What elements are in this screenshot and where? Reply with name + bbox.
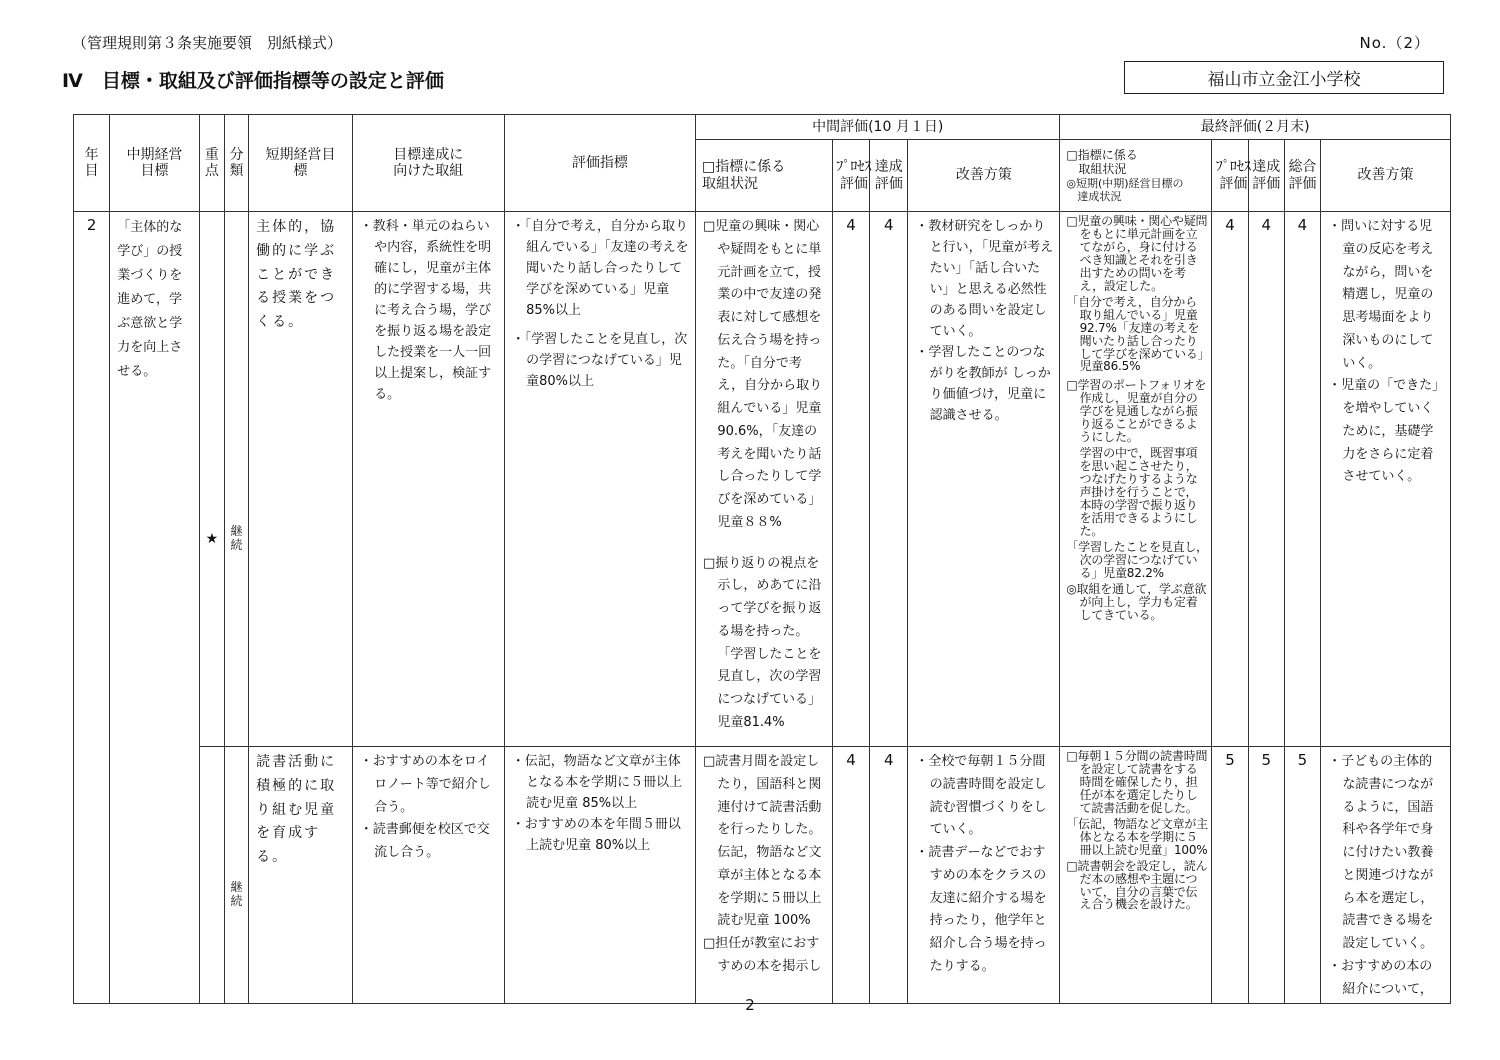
header-row-1 — [74, 115, 1451, 140]
actions-cell: ・教科・単元のねらいや内容，系統性を明確にし，児童が主体的に学習する場，共に考え合う場，学びを振り返る場を設定した授業を一人一回以上提案し，検証する。 — [352, 212, 504, 747]
category-cell: 継続 — [224, 747, 248, 1004]
mid-status-cell: □児童の興味・関心や疑問をもとに単元計画を立て，授業の中で友達の発表に対して感想を伝え合う場を持った。「自分で考え，自分から取り組んでいる」児童90.6%，「友達の考えを聞いたり話し合ったりして学びを深めている」児童８８% □振り返りの視点を示し，めあてに沿って学びを振り返る場を持った。「学習したことを見直し，次の学習につなげている」児童81.4% — [696, 212, 833, 747]
short-goal-cell: 読書活動に積極的に取り組む児童を育成する。 — [249, 747, 353, 1004]
col-mid-process: ﾌﾟﾛｾｽ評価 — [832, 140, 869, 212]
final-process-cell: 4 — [1212, 212, 1248, 747]
col-final-overall: 総合評価 — [1284, 140, 1320, 212]
col-mid-status: □指標に係る 取組状況 — [696, 140, 833, 212]
col-final-status: □指標に係る 取組状況 ◎短期(中期)経営目標の 達成状況 — [1060, 140, 1212, 212]
year-cell: 2 — [74, 212, 110, 1004]
mid-improve-cell: ・教材研究をしっかりと行い，「児童が考えたい」「話し合いたい」と思える必然性のある問いを設定していく。 ・学習したことのつながりを教師が しっかり価値づけ，児童に認識させる。 — [908, 212, 1060, 747]
final-overall-cell: 5 — [1284, 747, 1320, 1004]
mid-improve-cell: ・全校で毎朝１５分間の読書時間を設定し読む習慣づくりをしていく。 ・読書デーなどでおすすめの本をクラスの友達に紹介する場を持ったり，他学年と紹介し合う場を持ったりする。 — [908, 747, 1060, 1004]
indicator-cell: ・伝記，物語など文章が主体となる本を学期に５冊以上読む児童 85%以上 ・おすすめの本を年間５冊以上読む児童 80%以上 — [504, 747, 695, 1004]
school-name-box — [1124, 61, 1444, 94]
indicator-cell: ・「自分で考え，自分から取り組んでいる」「友達の考えを聞いたり話し合ったりして学びを深めている」児童85%以上 ・「学習したことを見直し，次の学習につなげている」児童80%以上 — [504, 212, 695, 747]
col-final-improve: 改善方策 — [1321, 140, 1451, 212]
final-status-cell: □毎朝１５分間の読書時間を設定して読書をする時間を確保したり，担任が本を選定したりして読書活動を促した。 「伝記，物語など文章が主体となる本を学期に５冊以上読む児童」100% □読書朝会を設定し，読んだ本の感想や主題について，自分の言葉で伝え合う機会を設けた。 — [1060, 747, 1212, 1004]
page-footer-number: 2 — [745, 996, 755, 1014]
evaluation-table — [73, 114, 1451, 1004]
mid-status-cell: □読書月間を設定したり，国語科と関連付けて読書活動を行ったりした。伝記，物語など文章が主体となる本を学期に５冊以上読む児童 100% □担任が教室におすすめの本を掲示し — [696, 747, 833, 1004]
final-eval-group: 最終評価(２月末) — [1060, 115, 1451, 140]
short-goal-cell: 主体的，協働的に学ぶことができる授業をつくる。 — [249, 212, 353, 747]
page-number-label: No.（2） — [1359, 34, 1430, 52]
col-short-goal: 短期経営目標 — [249, 115, 353, 212]
col-final-process: ﾌﾟﾛｾｽ評価 — [1212, 140, 1248, 212]
col-final-achieve: 達成評価 — [1248, 140, 1284, 212]
actions-cell: ・おすすめの本をロイロノート等で紹介し合う。 ・読書郵便を校区で交流し合う。 — [352, 747, 504, 1004]
section-title: Ⅳ 目標・取組及び評価指標等の設定と評価 — [62, 70, 444, 92]
mid-goal-cell: 「主体的な学び」の授業づくりを進めて，学ぶ意欲と学力を向上させる。 — [110, 212, 200, 1004]
school-name: 福山市立金江小学校 — [1207, 70, 1361, 90]
mid-achieve-cell: 4 — [870, 212, 908, 747]
col-mid-improve: 改善方策 — [908, 140, 1060, 212]
mid-process-cell: 4 — [832, 212, 869, 747]
final-status-cell: □児童の興味・関心や疑問をもとに単元計画を立てながら，身に付けるべき知識とそれを引き出すための問いを考え，設定した。 「自分で考え，自分から取り組んでいる」児童92.7%「友達の考えを聞いたり話し合ったりして学びを深めている」児童86.5% □学習のポートフォリオを作成し，児童が自分の学びを見通しながら振り返ることができるようにした。 学習の中で，既習事項を思い起こさせたり，つなげたりするような声掛けを行うことで，本時の学習で振り返りを活用できるようにした。 「学習したことを見直し，次の学習につなげている」児童82.2% ◎取組を通して，学ぶ意欲が向上し，学力も定着してきている。 — [1060, 212, 1212, 747]
mid-achieve-cell: 4 — [870, 747, 908, 1004]
mid-process-cell: 4 — [832, 747, 869, 1004]
final-improve-cell: ・子どもの主体的な読書につながるように，国語科や各学年で身に付けたい教養と関連づけながら本を選定し，読書できる場を設定していく。 ・おすすめの本の紹介について， — [1321, 747, 1451, 1004]
table-row — [74, 212, 1451, 747]
col-mid-goal: 中期経営目標 — [110, 115, 200, 212]
col-indicator: 評価指標 — [504, 115, 695, 212]
final-improve-cell: ・問いに対する児童の反応を考えながら，問いを精選し，児童の思考場面をより深いものにしていく。 ・児童の「できた」を増やしていくために，基礎学力をさらに定着させていく。 — [1321, 212, 1451, 747]
form-note: （管理規則第３条実施要領 別紙様式） — [72, 34, 343, 52]
final-process-cell: 5 — [1212, 747, 1248, 1004]
final-overall-cell: 4 — [1284, 212, 1320, 747]
col-year: 年目 — [74, 115, 110, 212]
mid-eval-group: 中間評価(10 月１日) — [696, 115, 1060, 140]
col-category: 分類 — [224, 115, 248, 212]
table-row — [74, 747, 1451, 1004]
col-focus: 重点 — [199, 115, 224, 212]
focus-cell — [199, 747, 224, 1004]
col-actions: 目標達成に向けた取組 — [352, 115, 504, 212]
category-cell: 継続 — [224, 212, 248, 747]
final-achieve-cell: 5 — [1248, 747, 1284, 1004]
focus-cell: ★ — [199, 212, 224, 747]
final-achieve-cell: 4 — [1248, 212, 1284, 747]
col-mid-achieve: 達成評価 — [870, 140, 908, 212]
